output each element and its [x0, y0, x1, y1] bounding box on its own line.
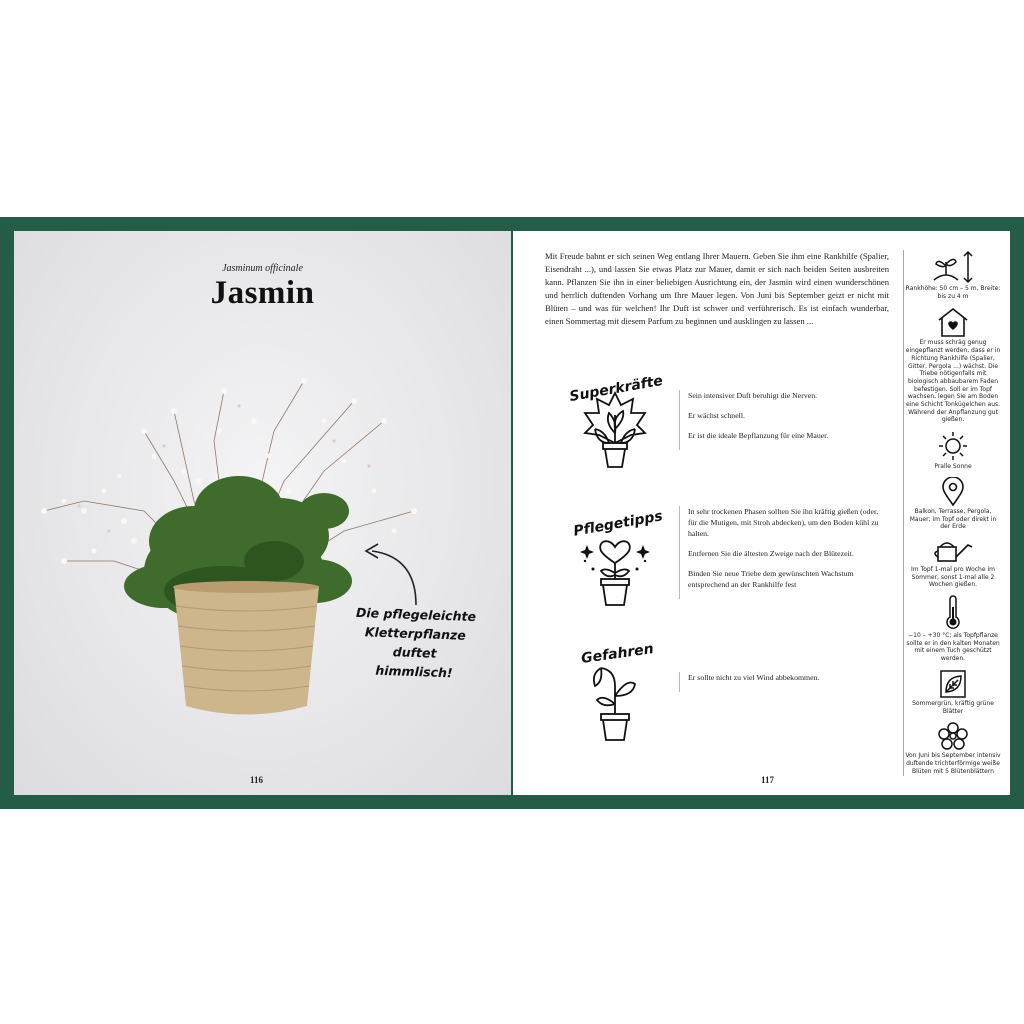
house-heart-icon	[936, 306, 970, 338]
gefahren-label: Gefahren	[580, 641, 655, 667]
location-pin-icon	[936, 477, 970, 507]
sun-icon	[936, 430, 970, 462]
list-item: Binden Sie neue Triebe dem gewünschten Wachstum entsprechend an der Rankhilfe fest	[688, 569, 854, 589]
list-item: In sehr trockenen Phasen sollten Sie ihn kräftig gießen (oder, für die Mutigen, mit Stroh abdecken), um den Boden kühl zu halten.	[688, 507, 879, 538]
fact-size: Rankhöhe: 50 cm – 5 m, Breite: bis zu 4 m	[904, 250, 1002, 300]
leaf-icon	[936, 669, 970, 699]
pflegetipps-label: Pflegetipps	[572, 508, 664, 540]
page-title: Jasmin	[210, 275, 315, 311]
fact-planting: Er muss schräg genug eingepflanzt werden, dass er in Richtung Rankhilfe (Spalier, Gitter, Pergola ...) wächst. Die Triebe nötigenfalls mit biologisch abbaubarem Faden befestigen. Soll er im Topf wachsen, legen Sie am Boden eine Schicht Tonkügelchen aus. Während der Anpflanzung gut gießen.	[904, 306, 1002, 424]
superkraefte-list	[679, 390, 888, 450]
page-number: 117	[761, 775, 775, 785]
flower-icon	[936, 721, 970, 751]
intro-text: Mit Freude bahnt er sich seinen Weg entlang Ihrer Mauern. Geben Sie ihm eine Rankhilfe (Spalier, Eisendraht ...), und lassen Sie etwas Platz zur Mauer, damit er sich nach beiden Seiten ausbreiten kann. Pflanzen Sie ihn in einer beliebigen Ausrichtung ein, der Jasmin wird einen wunderschönen und herrlich duftenden Vorhang um Ihre Mauer legen. Von Juni bis September geizt er nicht mit Blüten – und was für welchen! Ihr Duft ist schwer und verführerisch. Es ist einfach wunderbar, einen Sommertag mit diesem Parfum zu beginnen und ausklingen zu lassen ...	[545, 251, 889, 327]
list-item: Entfernen Sie die ältesten Zweige nach der Blütezeit.	[688, 549, 854, 558]
fact-temperature: −10 – +30 °C; als Topfpflanze sollte er in den kalten Monaten mit einem Tuch geschützt werden.	[904, 595, 1002, 663]
page-number: 116	[250, 775, 264, 785]
fact-foliage: Sommergrün, kräftig grüne Blätter	[904, 669, 1002, 715]
fact-light: Pralle Sonne	[904, 430, 1002, 471]
superkraefte-label: Superkräfte	[568, 372, 665, 406]
wilting-plant-icon	[565, 656, 665, 746]
list-item: Sein intensiver Duft beruhigt die Nerven.	[688, 391, 818, 400]
fact-location: Balkon, Terrasse, Pergola, Mauer; im Topf oder direkt in der Erde	[904, 477, 1002, 531]
list-item: Er ist die ideale Bepflanzung für eine Mauer.	[688, 431, 829, 440]
growth-height-icon	[930, 250, 976, 284]
gefahren-list	[679, 672, 888, 692]
latin-name: Jasminum officinale	[222, 263, 303, 274]
fact-flowers: Von Juni bis September intensiv duftende trichterförmige weiße Blüten mit 5 Blütenblättern	[904, 721, 1002, 775]
thermometer-icon	[936, 595, 970, 631]
plant-burst-icon	[565, 389, 665, 479]
list-item: Er wächst schnell.	[688, 411, 745, 420]
curved-arrow-icon	[354, 539, 434, 609]
list-item: Er sollte nicht zu viel Wind abbekommen.	[688, 673, 820, 682]
plant-facts-sidebar	[903, 250, 1002, 776]
watering-can-icon	[930, 537, 976, 565]
photo-caption: Die pflegeleichte Kletterpflanze duftet himmlisch!	[355, 604, 477, 681]
left-page	[14, 231, 511, 795]
right-page	[513, 231, 1010, 795]
fact-watering: Im Topf 1-mal pro Woche im Sommer, sonst 1-mal alle 2 Wochen gießen.	[904, 537, 1002, 589]
potted-heart-icon	[565, 523, 665, 613]
pflegetipps-list	[679, 506, 888, 599]
